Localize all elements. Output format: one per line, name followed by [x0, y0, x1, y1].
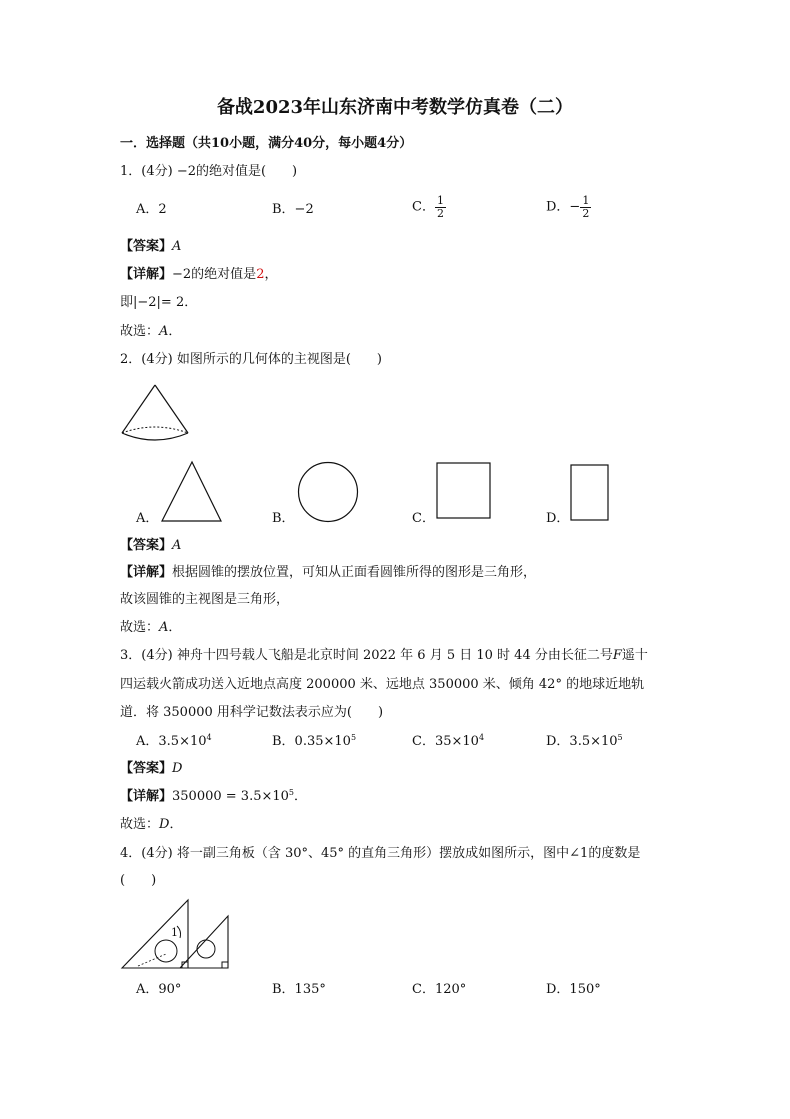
detail-tag: 【详解】: [120, 565, 173, 580]
circle-shape: [297, 461, 359, 523]
q2-option-a: A．: [136, 511, 159, 526]
cone-figure: [118, 383, 198, 451]
q2-choose: [120, 619, 181, 637]
q3-option-d: D．$3.5\times 10^5$: [546, 733, 623, 749]
q1-detail-pre: −2的绝对值是: [172, 267, 257, 282]
q1-stem: 1．(4分) −2的绝对值是( ): [120, 164, 298, 179]
q1-choose-end: ．: [168, 324, 182, 339]
q4-stem-line1: 4．(4分) 将一副三角板（含 30°、45° 的直角三角形）摆放成如图所示，图中∠1的度数是: [120, 846, 641, 861]
q3-choose-end: ．: [169, 817, 183, 832]
q3-stem-line1: [120, 647, 648, 665]
q3-choose-label: 故选：: [120, 817, 160, 832]
q3-stem-line1-pre: 3．(4分) 神舟十四号载人飞船是北京时间 2022 年 6 月 5 日 10 时 44 分由长征二号: [120, 648, 613, 663]
q2-answer: [120, 537, 181, 555]
q1-option-d: [546, 195, 591, 220]
q1-option-d-prefix: D．−: [546, 199, 581, 215]
q1-choose-label: 故选：: [120, 324, 160, 339]
q3-detail: 【详解】$350000 = 3.5\times 10^5$．: [120, 788, 308, 804]
q2-choose-label: 故选：: [120, 620, 160, 635]
q1-detail: [120, 266, 277, 284]
q2-detail-line2: 故该圆锥的主视图是三角形，: [120, 592, 290, 607]
q1-answer: [120, 238, 181, 256]
triangle-rulers-figure: [120, 898, 232, 972]
section-heading: 一．选择题（共10小题，满分40分，每小题4分）: [120, 136, 413, 151]
answer-tag: 【答案】: [120, 239, 173, 254]
q2-choose-end: ．: [168, 620, 182, 635]
q3-answer-letter: D: [172, 761, 183, 776]
q3-stem-line2: 四运载火箭成功送入近地点高度 200000 米、远地点 350000 米、倾角 42° 的地球近地轨: [120, 677, 645, 692]
q1-choose-letter: A: [159, 324, 169, 339]
q3-option-b: B．$0.35\times 10^5$: [272, 733, 357, 749]
q2-detail: [120, 564, 536, 582]
q3-stem-line1-f: F: [612, 648, 622, 663]
answer-tag: 【答案】: [120, 761, 173, 776]
q1-detail-line2: 即|−2|= 2．: [120, 295, 198, 310]
q2-stem: 2．(4分) 如图所示的几何体的主视图是( ): [120, 352, 382, 367]
q1-option-c-prefix: C．: [412, 199, 435, 215]
q3-choose: [120, 816, 182, 834]
q4-stem-line2: ( ): [120, 873, 157, 888]
q3-choose-letter: D: [159, 817, 170, 832]
q1-choose: [120, 323, 181, 341]
q2-option-c: C．: [412, 511, 435, 526]
triangle-shape: [160, 460, 224, 524]
q4-option-b: B．135°: [272, 982, 326, 997]
page-title: 备战2023年山东济南中考数学仿真卷（二）: [216, 97, 574, 118]
q1-detail-red: 2: [256, 267, 265, 282]
q2-answer-letter: A: [172, 538, 182, 553]
q3-stem-line3: 道．将 350000 用科学记数法表示应为( ): [120, 705, 384, 720]
q3-option-a: A．$3.5\times 10^4$: [136, 733, 212, 749]
q2-option-d: D．: [546, 511, 570, 526]
q2-choose-letter: A: [159, 620, 169, 635]
q1-option-a: A．2: [136, 202, 167, 217]
q4-option-a: A．90°: [136, 982, 182, 997]
q1-detail-post: ，: [264, 267, 278, 282]
q1-option-c: [412, 195, 446, 220]
answer-tag: 【答案】: [120, 538, 173, 553]
q1-answer-letter: A: [172, 239, 182, 254]
q1-option-b: B．−2: [272, 202, 314, 217]
q3-option-c: C．$35\times 10^4$: [412, 733, 485, 749]
square-shape: [436, 462, 492, 520]
q2-option-b: B．: [272, 511, 295, 526]
detail-tag: 【详解】: [120, 267, 173, 282]
detail-tag: 【详解】: [120, 789, 173, 804]
q4-option-d: D．150°: [546, 982, 601, 997]
angle-label: 1: [171, 926, 178, 939]
q1-option-d-fraction: $\frac{1}{2}$: [582, 194, 590, 220]
q1-option-c-fraction: $\frac{1}{2}$: [436, 194, 444, 220]
rectangle-shape: [570, 464, 610, 522]
q3-answer: [120, 760, 182, 778]
q4-option-c: C．120°: [412, 982, 467, 997]
q2-detail-text: 根据圆锥的摆放位置，可知从正面看圆锥所得的图形是三角形，: [172, 565, 537, 580]
q3-stem-line1-post: 遥十: [621, 648, 648, 663]
